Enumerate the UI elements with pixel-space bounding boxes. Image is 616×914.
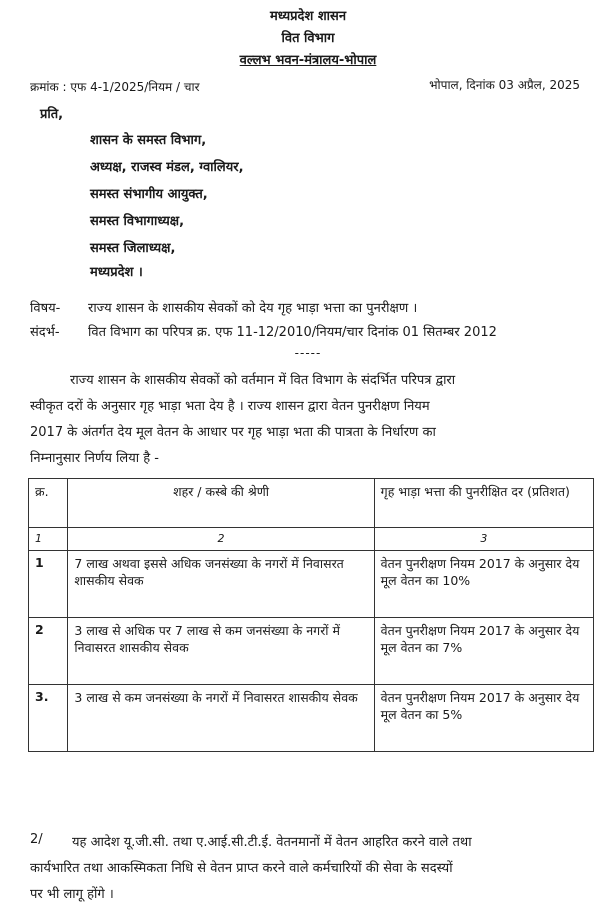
column-number: 2 [68,528,374,551]
addressee-line: समस्त संभागीय आयुक्त, [90,187,208,202]
row-serial: 1 [29,551,68,618]
table-row [29,551,594,618]
row-category: 3 लाख से कम जनसंख्या के नगरों में निवासरत शासकीय सेवक [68,685,374,752]
reference-label: संदर्भ- [30,325,60,340]
intro-line: राज्य शासन के शासकीय सेवकों को वर्तमान में वित विभाग के संदर्भित परिपत्र द्वारा [70,373,456,388]
intro-line: निम्नानुसार निर्णय लिया है - [30,451,159,466]
reference-number: क्रमांक : एफ 4-1/2025/नियम / चार [30,80,200,94]
address-header: वल्लभ भवन-मंत्रालय-भोपाल [239,53,377,68]
para2-number: 2/ [30,832,43,847]
para2-line: यह आदेश यू.जी.सी. तथा ए.आई.सी.टी.ई. वेतनमानों में वेतन आहरित करने वाले तथा [72,835,472,850]
table-row [29,618,594,685]
row-category: 3 लाख से अधिक पर 7 लाख से कम जनसंख्या के नगरों में निवासरत शासकीय सेवक [68,618,374,685]
intro-line: स्वीकृत दरों के अनुसार गृह भाड़ा भता देय है । राज्य शासन द्वारा वेतन पुनरीक्षण नियम [30,399,430,414]
addressee-line: अध्यक्ष, राजस्व मंडल, ग्वालियर, [90,160,244,175]
addressee-line: शासन के समस्त विभाग, [90,133,207,148]
header-cell-rate: गृह भाड़ा भत्ता की पुनरीक्षित दर (प्रतिशत) [374,479,593,528]
addressee-line: मध्यप्रदेश । [90,265,143,280]
table-row [29,685,594,752]
addressee-line: समस्त विभागाध्यक्ष, [90,214,185,229]
reference-text: वित विभाग का परिपत्र क्र. एफ 11-12/2010/नियम/चार दिनांक 01 सितम्बर 2012 [88,325,497,340]
column-number: 1 [29,528,68,551]
subject-text: राज्य शासन के शासकीय सेवकों को देय गृह भाड़ा भत्ता का पुनरीक्षण । [88,301,418,316]
row-rate: वेतन पुनरीक्षण नियम 2017 के अनुसार देय मूल वेतन का 10% [374,551,593,618]
hra-rate-table [28,478,594,752]
row-category: 7 लाख अथवा इससे अधिक जनसंख्या के नगरों में निवासरत शासकीय सेवक [68,551,374,618]
row-serial: 2 [29,618,68,685]
govt-header: मध्यप्रदेश शासन [269,9,347,24]
place-date: भोपाल, दिनांक 03 अप्रैल, 2025 [429,78,580,92]
row-rate: वेतन पुनरीक्षण नियम 2017 के अनुसार देय मूल वेतन का 7% [374,618,593,685]
row-serial: 3. [29,685,68,752]
column-number: 3 [374,528,593,551]
addressee-line: समस्त जिलाध्यक्ष, [90,241,176,256]
para2-line: कार्यभारित तथा आकस्मिकता निधि से वेतन प्राप्त करने वाले कर्मचारियों की सेवा के सदस्यों [30,861,453,876]
para2-line: पर भी लागू होंगे । [30,887,114,902]
header-cell-category: शहर / कस्बे की श्रेणी [68,479,374,528]
intro-line: 2017 के अंतर्गत देय मूल वेतन के आधार पर गृह भाड़ा भता की पात्रता के निर्धारण का [30,425,436,440]
separator: ----- [294,346,322,360]
header-cell-serial: क्र. [29,479,68,528]
to-label: प्रति, [40,107,64,122]
subject-label: विषय- [30,301,61,316]
table-column-number-row [29,528,594,551]
table-header-row [29,479,594,528]
row-rate: वेतन पुनरीक्षण नियम 2017 के अनुसार देय मूल वेतन का 5% [374,685,593,752]
department-header: वित विभाग [281,31,335,46]
